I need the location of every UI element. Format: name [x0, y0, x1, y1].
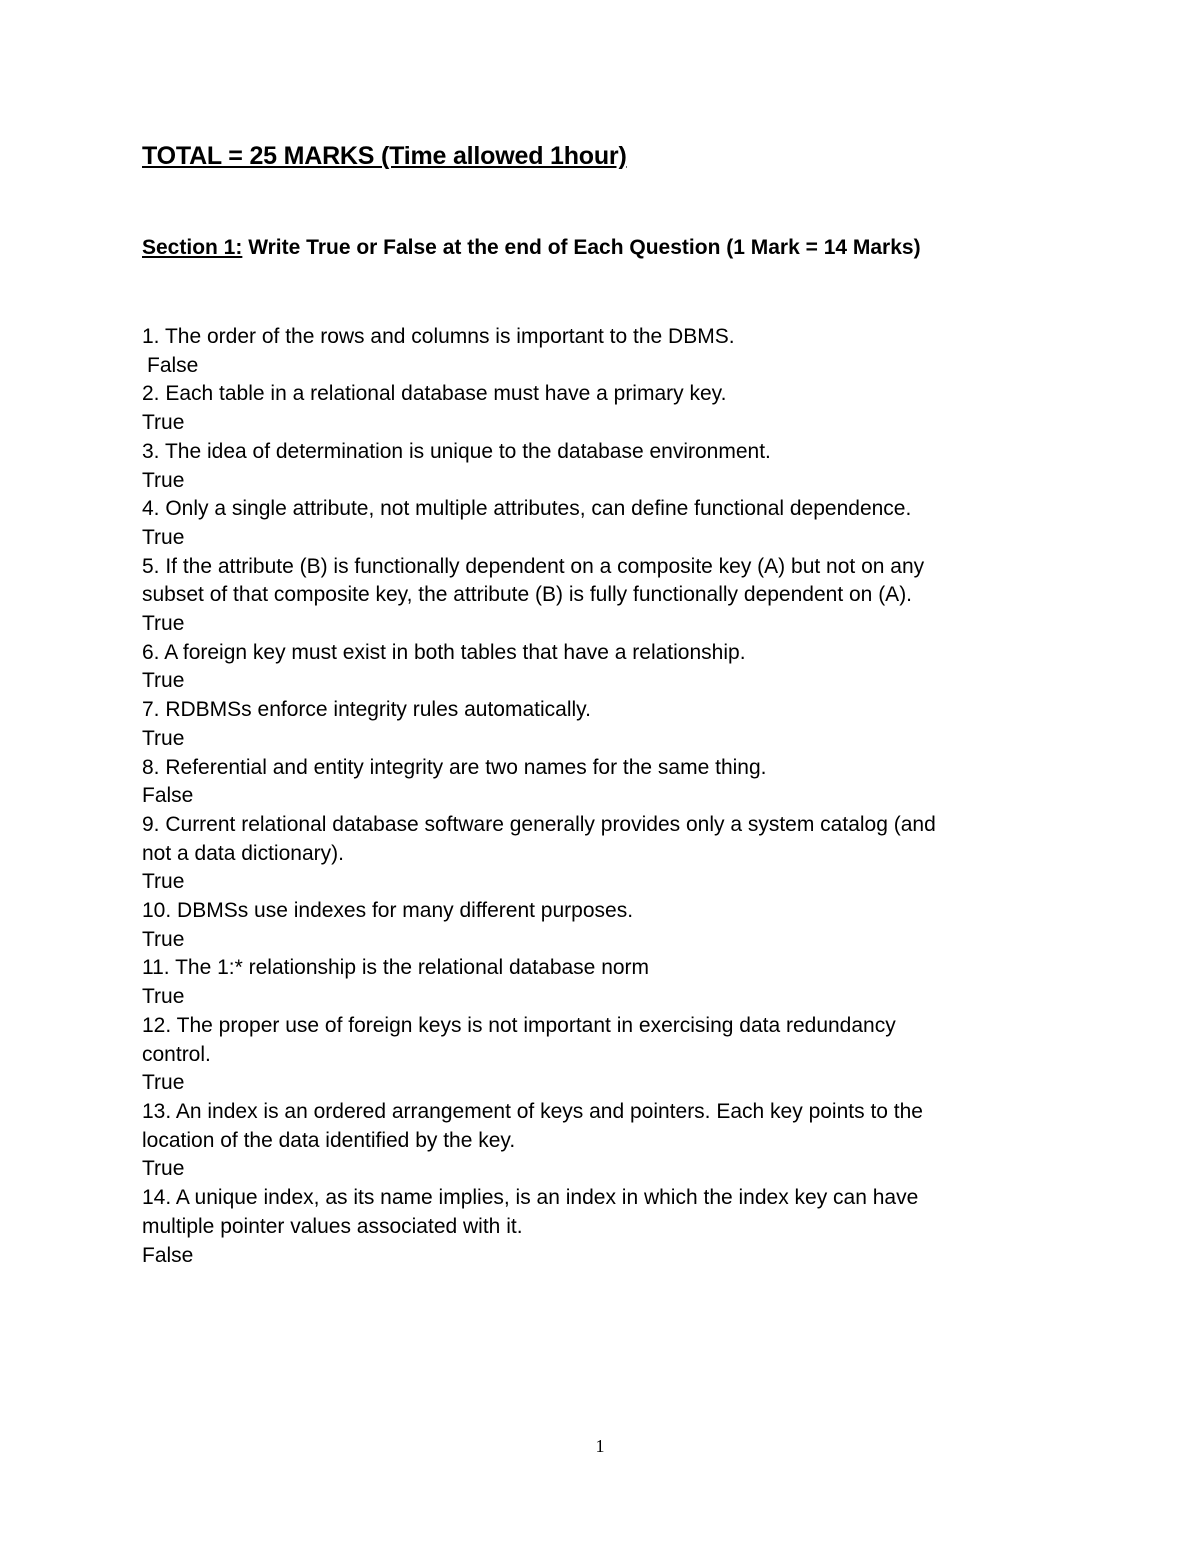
question-item — [142, 1184, 1062, 1270]
question-answer: True — [142, 1071, 185, 1095]
question-item — [142, 1098, 1062, 1184]
question-text: 13. An index is an ordered arrangement of keys and pointers. Each key points to the — [142, 1099, 923, 1123]
page-title: TOTAL = 25 MARKS (Time allowed 1hour) — [142, 142, 627, 170]
question-text: 14. A unique index, as its name implies, is an index in which the index key can have — [142, 1186, 919, 1210]
question-answer: False — [142, 1243, 194, 1267]
question-text: 1. The order of the rows and columns is important to the DBMS. — [142, 325, 735, 348]
question-answer: True — [142, 468, 185, 492]
question-text: 2. Each table in a relational database must have a primary key. — [142, 382, 727, 406]
question-text: 7. RDBMSs enforce integrity rules automatically. — [142, 698, 591, 722]
question-item — [142, 897, 1062, 954]
question-text: 5. If the attribute (B) is functionally dependent on a composite key (A) but not on any — [142, 554, 925, 578]
question-item — [142, 323, 1062, 380]
question-text: 9. Current relational database software generally provides only a system catalog (and — [142, 812, 936, 836]
question-item — [142, 380, 1062, 437]
question-answer: True — [142, 525, 185, 549]
question-text-continued: subset of that composite key, the attribute (B) is fully functionally dependent on (A). — [142, 583, 913, 607]
page-number: 1 — [595, 1436, 605, 1456]
question-answer: True — [142, 612, 185, 636]
question-answer: True — [142, 669, 185, 693]
section-heading — [142, 236, 921, 260]
question-text: 11. The 1:* relationship is the relational database norm — [142, 956, 650, 980]
question-text: 12. The proper use of foreign keys is not important in exercising data redundancy — [142, 1013, 896, 1037]
question-text: 10. DBMSs use indexes for many different purposes. — [142, 899, 634, 923]
question-answer: True — [142, 726, 185, 750]
section-instruction: Write True or False at the end of Each Question (1 Mark = 14 Marks) — [242, 236, 921, 259]
question-text: 6. A foreign key must exist in both tables that have a relationship. — [142, 640, 746, 664]
question-text-continued: not a data dictionary). — [142, 841, 344, 865]
question-answer: True — [142, 411, 185, 435]
question-list — [142, 323, 1062, 1270]
section-label: Section 1: — [142, 236, 243, 259]
question-text-continued: location of the data identified by the key. — [142, 1128, 516, 1152]
question-item — [142, 754, 1062, 811]
question-item — [142, 696, 1062, 753]
question-answer: True — [142, 1157, 185, 1181]
question-answer: True — [142, 870, 185, 894]
question-item — [142, 954, 1062, 1011]
question-answer: False — [142, 784, 194, 808]
question-text-continued: control. — [142, 1042, 211, 1066]
question-item — [142, 553, 1062, 639]
question-text: 8. Referential and entity integrity are two names for the same thing. — [142, 755, 767, 779]
question-text: 3. The idea of determination is unique to the database environment. — [142, 439, 771, 463]
question-text: 4. Only a single attribute, not multiple attributes, can define functional dependence. — [142, 497, 912, 521]
question-answer: False — [147, 353, 199, 377]
question-item — [142, 1012, 1062, 1098]
question-item — [142, 639, 1062, 696]
question-answer: True — [142, 927, 185, 951]
question-answer: True — [142, 985, 185, 1009]
question-text-continued: multiple pointer values associated with it. — [142, 1214, 523, 1238]
question-item — [142, 811, 1062, 897]
question-item — [142, 495, 1062, 552]
question-item — [142, 438, 1062, 495]
